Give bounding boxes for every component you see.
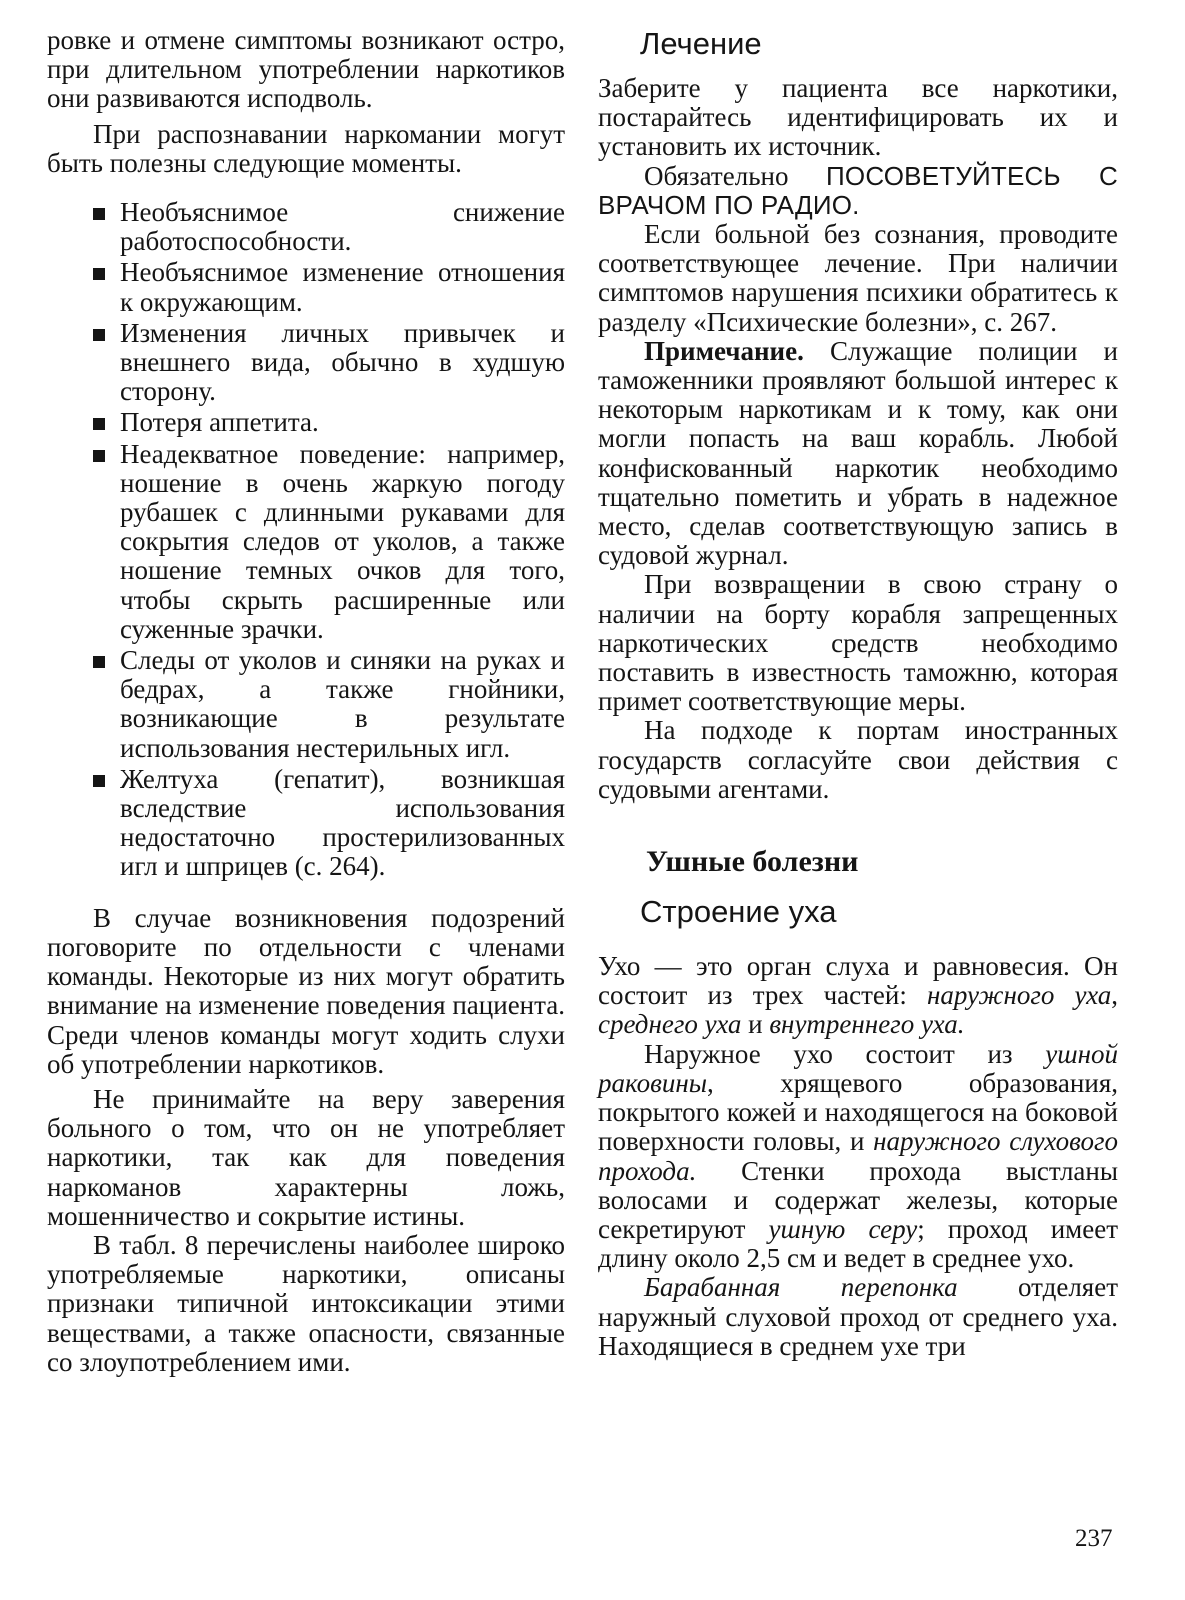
list-item: Потеря аппетита. — [93, 408, 565, 437]
heading-ear-diseases: Ушные болезни — [646, 845, 859, 879]
paragraph-ear-overview: Ухо — это орган слуха и равновесия. Он состоит из трех частей: наружного уха, среднего уха и внутреннего уха. — [598, 951, 1119, 1040]
bullet-square-icon — [93, 450, 105, 462]
list-item: Изменения личных привычек и внешнего вида, обычно в худшую сторону. — [93, 319, 565, 407]
list-item: Необъяснимое изменение отношения к окружающим. — [93, 258, 565, 316]
bullet-square-icon — [93, 656, 105, 668]
paragraph-ports: На подходе к портам иностранных государств согласуйте свои действия с судовыми агентами. — [598, 715, 1118, 804]
paragraph-continuation: ровке и отмене симптомы возникают остро, при длительном употреблении наркотиков они развиваются исподволь. — [47, 25, 565, 114]
left-column — [47, 26, 565, 1377]
paragraph-suspicion: В случае возникновения подозрений поговорите по отдельности с членами команды. Некоторые из них могут обратить внимание на изменение поведения пациента. Среди членов команды могут ходить слухи об употреблении наркотиков. — [47, 902, 565, 1079]
paragraph-note: Примечание. Служащие полиции и таможенники проявляют большой интерес к некоторым наркотикам и к тому, как они могли попасть на ваш корабль. Любой конфискованный наркотик необходимо тщательно пометить и убрать в надежное место, сделав соответствующую запись в судовой журнал. — [598, 335, 1118, 571]
emphasis-caps: ПОСОВЕТУЙТЕСЬ С ВРАЧОМ ПО РАДИО. — [598, 160, 1118, 220]
heading-ear-structure: Строение уха — [640, 894, 837, 930]
paragraph-consult-radio: Обязательно ПОСОВЕТУЙТЕСЬ С ВРАЧОМ ПО РАДИО. — [598, 160, 1118, 220]
bullet-square-icon — [93, 208, 105, 220]
note-label: Примечание. — [644, 335, 804, 366]
bullet-square-icon — [93, 775, 105, 787]
paragraph-table-reference: В табл. 8 перечислены наиболее широко употребляемые наркотики, описаны признаки типичной интоксикации этими веществами, а также опасности, связанные со злоупотреблением ими. — [47, 1229, 565, 1377]
list-item: Необъяснимое снижение работоспособности. — [93, 198, 565, 256]
list-item: Следы от уколов и синяки на руках и бедрах, а также гнойники, возникающие в результате использования нестерильных игл. — [93, 646, 565, 763]
list-item: Желтуха (гепатит), возникшая вследствие использования недостаточно простерилизованных игл и шприцев (с. 264). — [93, 765, 565, 882]
list-item: Неадекватное поведение: например, ношение в очень жаркую погоду рубашек с длинными рукавами для сокрытия следов от уколов, а также ношение темных очков для того, чтобы скрыть расширенные или суженные зрачки. — [93, 440, 565, 644]
paragraph-eardrum: Барабанная перепонка отделяет наружный слуховой проход от среднего уха. Находящиеся в среднем ухе три — [598, 1272, 1118, 1361]
paragraph-trust: Не принимайте на веру заверения больного о том, что он не употребляет наркотики, так как для поведения наркоманов характерны ложь, мошенничество и сокрытие истины. — [47, 1083, 565, 1231]
paragraph-take-drugs: Заберите у пациента все наркотики, постарайтесь идентифицировать их и установить их источник. — [598, 73, 1118, 162]
paragraph-outer-ear: Наружное ухо состоит из ушной раковины, хрящевого образования, покрытого кожей и находящегося на боковой поверхности головы, и наружного слухового прохода. Стенки прохода выстланы волосами и содержат железы, которые секретируют ушную серу; проход имеет длину около 2,5 см и ведет в среднее ухо. — [598, 1038, 1119, 1274]
page-number: 237 — [1075, 1525, 1113, 1552]
heading-treatment: Лечение — [640, 26, 762, 61]
bullet-square-icon — [93, 329, 105, 341]
paragraph-recognition: При распознавании наркомании могут быть полезны следующие моменты. — [47, 118, 565, 178]
signs-list — [47, 198, 565, 882]
bullet-square-icon — [93, 418, 105, 430]
bullet-square-icon — [93, 268, 105, 280]
paragraph-return: При возвращении в свою страну о наличии на борту корабля запрещенных наркотических средств необходимо поставить в известность таможню, которая примет соответствующие меры. — [598, 569, 1118, 717]
right-column — [598, 26, 1118, 1361]
paragraph-unconscious: Если больной без сознания, проводите соответствующее лечение. При наличии симптомов нарушения психики обратитесь к разделу «Психические болезни», с. 267. — [598, 219, 1118, 337]
